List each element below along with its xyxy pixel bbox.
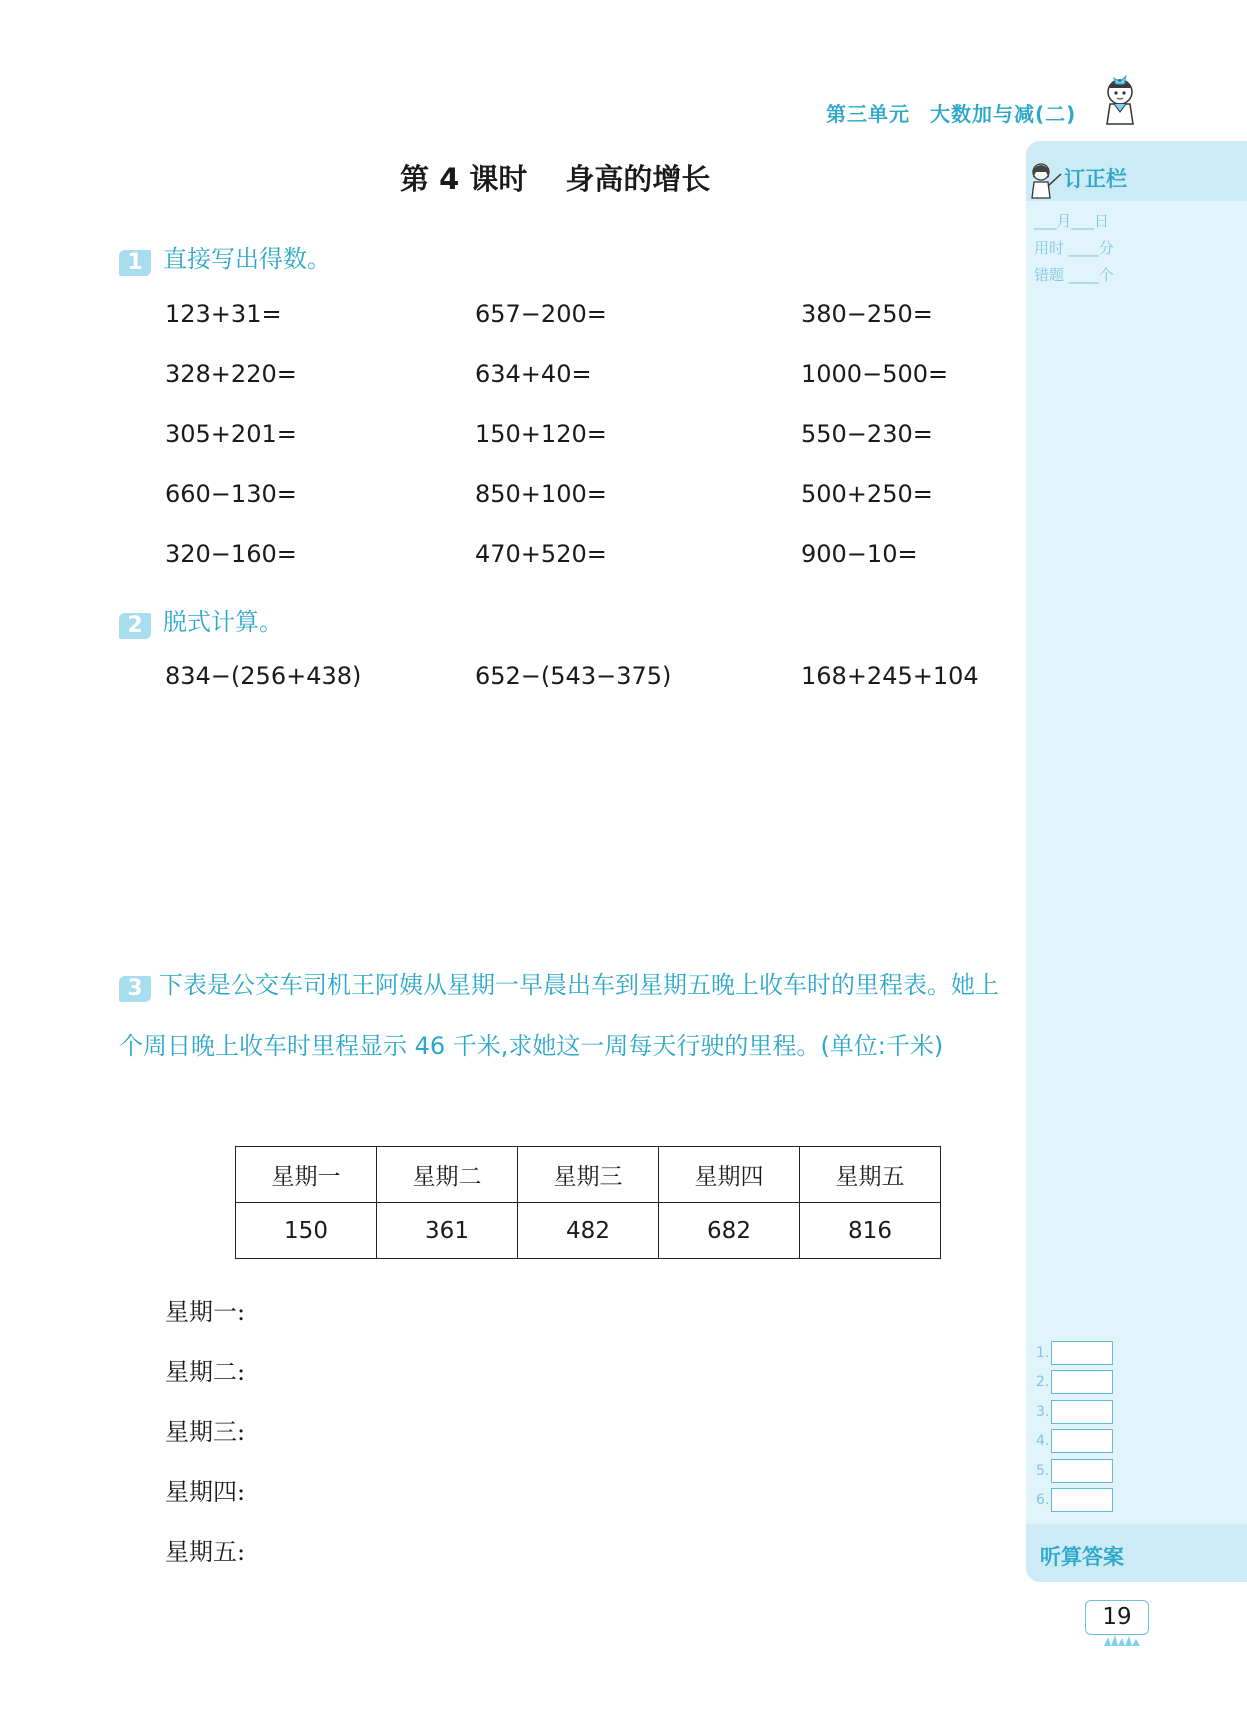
q2-expression: 834−(256+438)	[165, 662, 362, 690]
answer-row	[1036, 1341, 1113, 1365]
sidebar-date-line[interactable]: ___月___日	[1034, 212, 1110, 230]
correction-sidebar	[1026, 141, 1247, 1582]
girl-mascot-icon	[1100, 70, 1140, 126]
answer-box[interactable]	[1051, 1429, 1113, 1453]
grass-decoration-icon	[1104, 1634, 1140, 1646]
answer-row-number: 3.	[1036, 1404, 1050, 1420]
answer-row	[1036, 1400, 1113, 1424]
q1-expression: 634+40=	[475, 360, 592, 388]
table-cell: 361	[377, 1203, 518, 1259]
answer-row	[1036, 1370, 1113, 1394]
q1-expression: 550−230=	[801, 420, 933, 448]
q2-instruction: 脱式计算。	[163, 608, 283, 636]
q1-expression: 900−10=	[801, 540, 918, 568]
q1-expression: 320−160=	[165, 540, 297, 568]
q3-heading	[119, 955, 1019, 1077]
answer-box[interactable]	[1051, 1341, 1113, 1365]
answer-line-tuesday[interactable]: 星期二:	[165, 1358, 246, 1386]
answer-row-number: 5.	[1036, 1463, 1050, 1479]
table-header-cell: 星期一	[236, 1147, 377, 1203]
q1-expression: 150+120=	[475, 420, 607, 448]
answer-row-number: 1.	[1036, 1345, 1050, 1361]
answer-box[interactable]	[1051, 1400, 1113, 1424]
table-cell: 482	[518, 1203, 659, 1259]
q1-expression: 660−130=	[165, 480, 297, 508]
q1-number-badge: 1	[119, 250, 151, 276]
lesson-number: 第 4 课时	[400, 162, 528, 196]
table-row	[236, 1203, 941, 1259]
answer-row	[1036, 1429, 1113, 1453]
q1-expression: 328+220=	[165, 360, 297, 388]
answer-row-number: 6.	[1036, 1492, 1050, 1508]
mileage-table	[235, 1146, 941, 1259]
answer-line-wednesday[interactable]: 星期三:	[165, 1418, 246, 1446]
q1-expression: 657−200=	[475, 300, 607, 328]
unit-number: 第三单元	[826, 102, 910, 126]
answer-line-thursday[interactable]: 星期四:	[165, 1478, 246, 1506]
answer-row-number: 2.	[1036, 1374, 1050, 1390]
teacher-pointer-icon	[1028, 160, 1062, 200]
table-header-cell: 星期三	[518, 1147, 659, 1203]
q2-expression: 652−(543−375)	[475, 662, 672, 690]
q2-heading	[119, 602, 283, 639]
q2-number-badge: 2	[119, 613, 151, 639]
answer-line-friday[interactable]: 星期五:	[165, 1538, 246, 1566]
answer-row	[1036, 1488, 1113, 1512]
lesson-name: 身高的增长	[565, 162, 711, 196]
table-header-cell: 星期四	[659, 1147, 800, 1203]
q1-expression: 470+520=	[475, 540, 607, 568]
listening-answers-label: 听算答案	[1040, 1545, 1124, 1569]
sidebar-title: 订正栏	[1064, 167, 1127, 191]
answer-box[interactable]	[1051, 1488, 1113, 1512]
answer-line-monday[interactable]: 星期一:	[165, 1298, 246, 1326]
q1-expression: 305+201=	[165, 420, 297, 448]
table-cell: 150	[236, 1203, 377, 1259]
q1-expression: 123+31=	[165, 300, 282, 328]
sidebar-time-line[interactable]: 用时 ____分	[1034, 239, 1114, 257]
sidebar-errors-line[interactable]: 错题 ____个	[1034, 266, 1114, 284]
q3-number-badge: 3	[119, 976, 151, 1002]
table-header-row	[236, 1147, 941, 1203]
q1-expression: 1000−500=	[801, 360, 949, 388]
unit-title: 大数加与减(二)	[930, 102, 1077, 126]
answer-row	[1036, 1459, 1113, 1483]
q1-expression: 380−250=	[801, 300, 933, 328]
q2-expression: 168+245+104	[801, 662, 979, 690]
table-cell: 816	[800, 1203, 941, 1259]
answer-row-number: 4.	[1036, 1433, 1050, 1449]
answer-box[interactable]	[1051, 1459, 1113, 1483]
answer-box[interactable]	[1051, 1370, 1113, 1394]
lesson-title	[400, 157, 710, 198]
q1-instruction: 直接写出得数。	[163, 245, 331, 273]
table-header-cell: 星期五	[800, 1147, 941, 1203]
q1-expression: 500+250=	[801, 480, 933, 508]
q1-heading	[119, 239, 331, 276]
page-number: 19	[1085, 1600, 1149, 1635]
q3-unit-note: (单位:千米)	[820, 1032, 944, 1060]
unit-header	[826, 98, 1096, 127]
q1-expression: 850+100=	[475, 480, 607, 508]
table-cell: 682	[659, 1203, 800, 1259]
table-header-cell: 星期二	[377, 1147, 518, 1203]
q3-text: 下表是公交车司机王阿姨从星期一早晨出车到星期五晚上收车时的里程表。她上个周日晚上收车时里程显示 46 千米,求她这一周每天行驶的里程。	[119, 971, 999, 1060]
